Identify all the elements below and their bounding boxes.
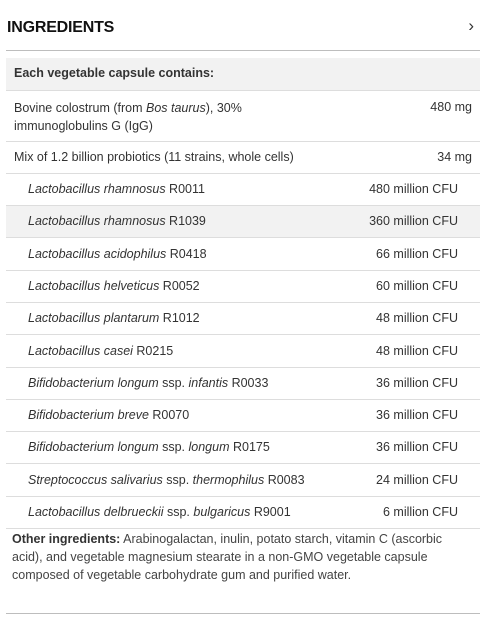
table-row [6, 142, 480, 174]
ingredients-header[interactable] [6, 0, 480, 51]
strain-amount: 48 million CFU [376, 343, 458, 358]
strain-name: Lactobacillus delbrueckii ssp. bulgaricus R9001 [28, 505, 291, 519]
ingredient-name: Mix of 1.2 billion probiotics (11 strains, whole cells) [14, 150, 294, 164]
strain-amount: 24 million CFU [376, 472, 458, 487]
strain-name: Lactobacillus rhamnosus R1039 [28, 214, 206, 229]
table-caption [6, 58, 480, 91]
strain-row [6, 432, 480, 464]
strain-name: Lactobacillus plantarum R1012 [28, 311, 200, 326]
ingredients-table [6, 58, 480, 520]
chevron-right-icon[interactable]: › [468, 16, 474, 35]
strain-name: Bifidobacterium longum ssp. infantis R0033 [28, 375, 269, 390]
strain-row [6, 206, 480, 238]
strain-row [6, 174, 480, 206]
strain-name: Lactobacillus acidophilus R0418 [28, 246, 207, 261]
strain-row [6, 271, 480, 303]
caption-text: Each vegetable capsule contains: [14, 66, 215, 80]
strain-name: Streptococcus salivarius ssp. thermophilus R0083 [28, 472, 305, 487]
strain-row [6, 336, 480, 368]
strain-amount: 60 million CFU [376, 278, 458, 293]
strain-row [6, 368, 480, 400]
ingredient-amount: 480 mg [430, 100, 472, 114]
section-title: INGREDIENTS [7, 19, 115, 36]
strain-row [6, 497, 480, 529]
strain-name: Lactobacillus helveticus R0052 [28, 278, 200, 293]
strain-amount: 360 million CFU [369, 214, 458, 229]
table-row [6, 91, 480, 142]
strain-amount: 480 million CFU [369, 182, 458, 196]
other-ingredients-label: Other ingredients: [12, 532, 121, 546]
strain-row [6, 303, 480, 335]
strain-name: Lactobacillus rhamnosus R0011 [28, 182, 205, 196]
strain-row [6, 465, 480, 497]
strain-name: Bifidobacterium breve R0070 [28, 408, 190, 423]
other-ingredients [12, 530, 474, 584]
divider [6, 613, 480, 614]
strain-name: Lactobacillus casei R0215 [28, 343, 174, 358]
ingredient-name: Bovine colostrum (from Bos taurus), 30% immunoglobulins G (IgG) [14, 101, 242, 133]
ingredient-amount: 34 mg [437, 150, 472, 164]
strain-row [6, 239, 480, 271]
strain-amount: 36 million CFU [376, 375, 458, 390]
other-ingredients-text: Arabinogalactan, inulin, potato starch, vitamin C (ascorbic acid), and vegetable magnesium stearate in a non-GMO vegetable capsule composed of vegetable carbohydrate gum and purified water. [12, 532, 443, 582]
strain-amount: 36 million CFU [376, 408, 458, 423]
strain-amount: 48 million CFU [376, 311, 458, 326]
strain-amount: 66 million CFU [376, 246, 458, 261]
strain-amount: 6 million CFU [382, 505, 458, 519]
strain-row [6, 400, 480, 432]
strain-name: Bifidobacterium longum ssp. longum R0175 [28, 440, 270, 455]
strain-amount: 36 million CFU [376, 440, 458, 455]
